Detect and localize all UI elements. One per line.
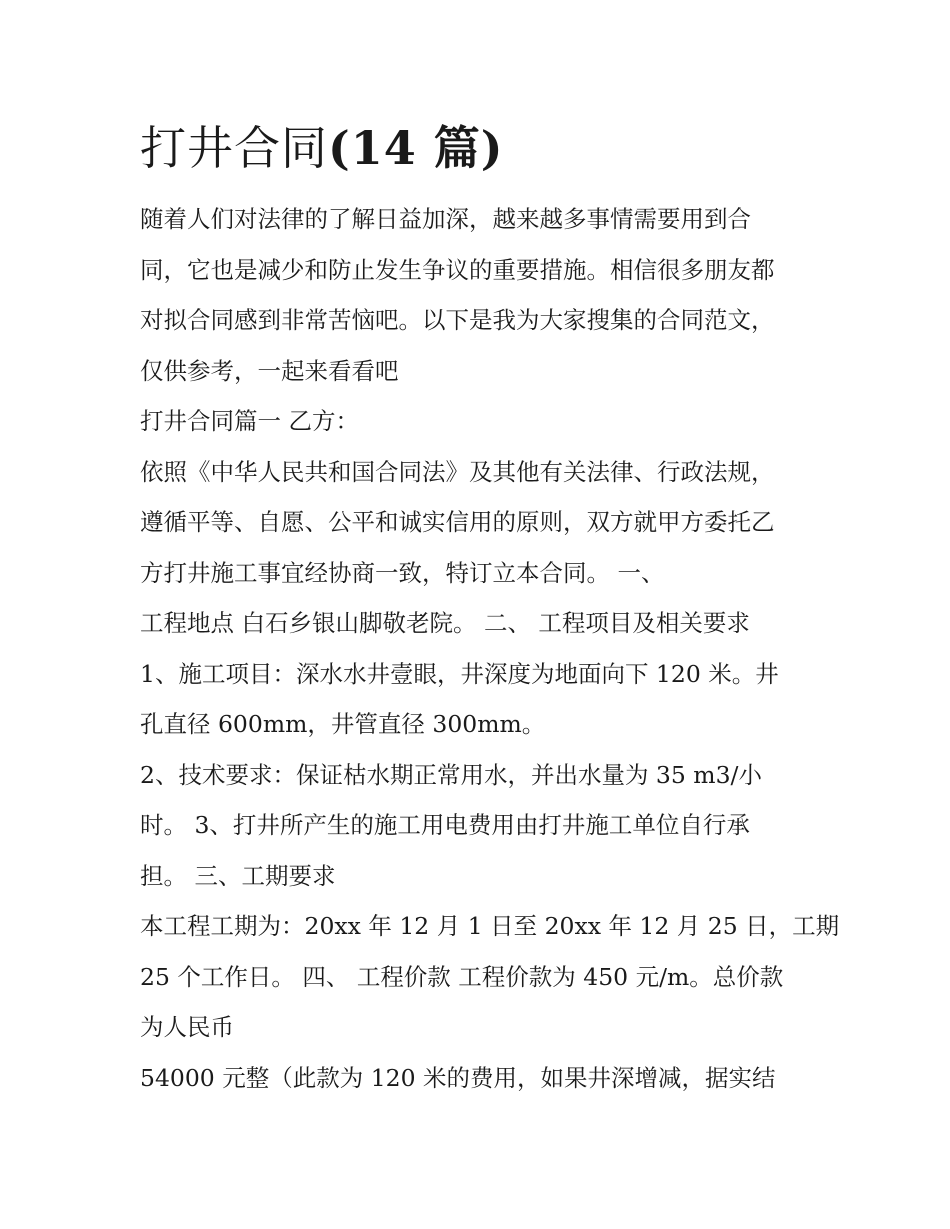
title-main: 打井合同 [140,121,328,175]
body-line-4: 仅供参考，一起来看看吧 [140,356,399,385]
body-line-14: 担。 三、工期要求 [140,861,336,890]
body-line-11: 孔直径 600mm，井管直径 300mm。 [140,710,546,738]
section-heading-1: 打井合同篇一 乙方： [140,407,359,435]
body-line-18: 54000 元整（此款为 120 米的费用，如果井深增减，据实结 [140,1063,776,1092]
document-body [140,194,840,1103]
page-title [140,112,830,184]
body-line-8: 方打井施工事宜经协商一致，特订立本合同。 一、 [140,558,665,587]
title-suffix: (14 篇) [328,121,504,175]
body-line-16: 25 个工作日。 四、 工程价款 工程价款为 450 元/m。总价款 [140,962,784,991]
body-line-9: 工程地点 白石乡银山脚敬老院。 二、 工程项目及相关要求 [140,609,750,637]
body-line-13: 时。 3、打井所产生的施工用电费用由打井施工单位自行承 [140,811,750,839]
body-line-6: 依照《中华人民共和国合同法》及其他有关法律、行政法规， [140,457,775,486]
body-line-1: 随着人们对法律的了解日益加深，越来越多事情需要用到合 [140,205,751,233]
body-line-15: 本工程工期为：20xx 年 12 月 1 日至 20xx 年 12 月 25 日，工期 [140,912,840,940]
body-line-2: 同，它也是减少和防止发生争议的重要措施。相信很多朋友都 [140,255,775,284]
body-line-3: 对拟合同感到非常苦恼吧。以下是我为大家搜集的合同范文， [140,306,775,334]
body-line-17: 为人民币 [140,1013,234,1041]
document-page [140,112,840,1103]
body-line-10: 1、施工项目：深水水井壹眼，井深度为地面向下 120 米。井 [140,659,779,688]
body-line-7: 遵循平等、自愿、公平和诚实信用的原则，双方就甲方委托乙 [140,508,775,536]
body-line-12: 2、技术要求：保证枯水期正常用水，并出水量为 35 m3/小 [140,760,762,789]
